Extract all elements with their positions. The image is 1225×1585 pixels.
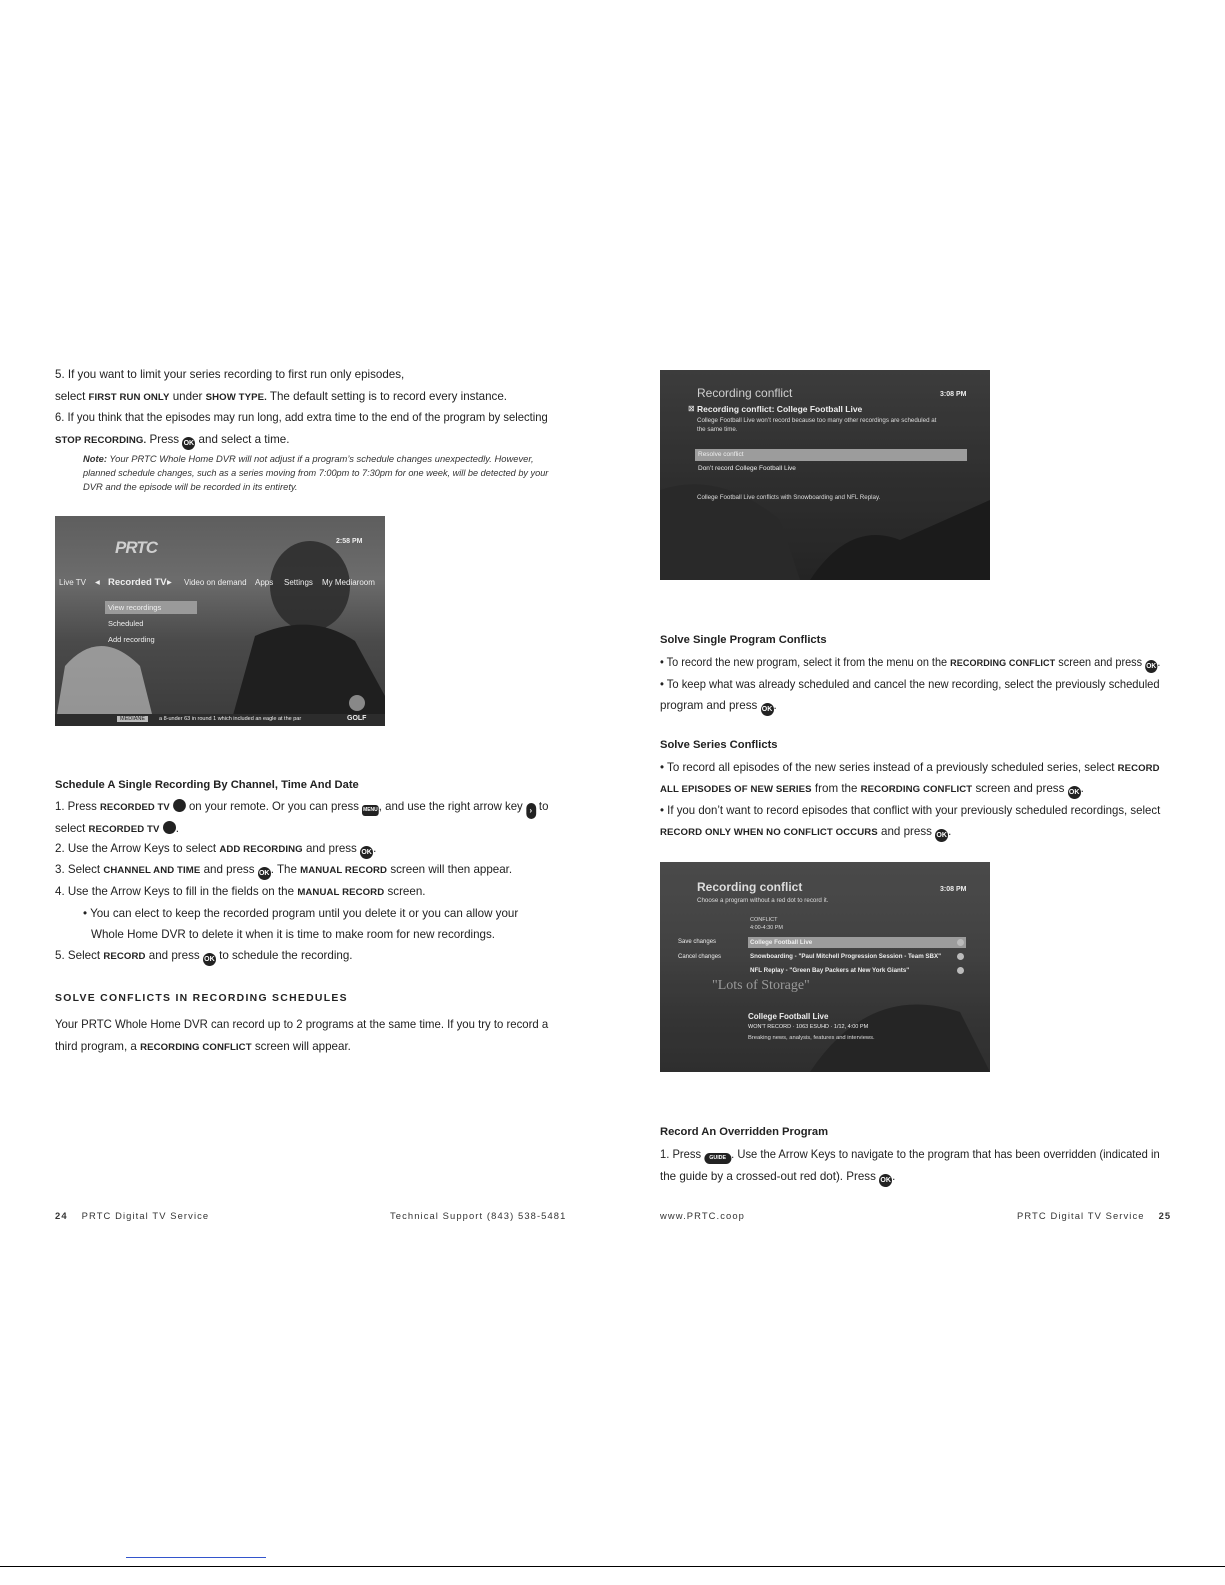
conflict-item-2[interactable]: Snowboarding - "Paul Mitchell Progression Session - Team SBX" xyxy=(750,953,942,960)
link-underline xyxy=(126,1557,266,1558)
ok-button-icon: OK xyxy=(203,953,216,966)
nav-recorded-tv[interactable]: Recorded TV xyxy=(108,577,167,588)
note-line-1: Note: Your PRTC Whole Home DVR will not adjust if a program’s schedule changes unexpectedly. However, xyxy=(83,453,534,464)
schedule-step-4: 4. Use the Arrow Keys to fill in the fields on the MANUAL RECORD screen. xyxy=(55,885,426,898)
cancel-changes-option[interactable]: Cancel changes xyxy=(678,954,722,960)
single-conflicts-line-2: • To keep what was already scheduled and cancel the new recording, select the previously scheduled xyxy=(660,678,1160,691)
news-ticker: a 8-under 63 in round 1 which included an eagle at the par xyxy=(159,716,302,722)
nav-apps[interactable]: Apps xyxy=(255,578,274,587)
schedule-step-1-cont: select RECORDED TV . xyxy=(55,822,179,835)
schedule-step-4-bullet: • You can elect to keep the recorded program until you delete it or you can allow your xyxy=(83,907,519,920)
right-page-number: 25 xyxy=(1158,1210,1172,1221)
conflict-item-1[interactable]: College Football Live xyxy=(750,939,813,946)
right-arrow-key-icon: › xyxy=(526,803,536,819)
ok-button-icon: OK xyxy=(182,437,195,450)
golf-brand: GOLF xyxy=(347,715,367,722)
note-line-2: planned schedule changes, such as a series moving from 7:00pm to 7:30pm for one week, will be detected by your xyxy=(83,467,549,478)
intro-line-3: 6. If you think that the episodes may run long, add extra time to the end of the program by selecting xyxy=(55,411,548,424)
ok-button-icon: OK xyxy=(360,846,373,859)
ok-button-icon: OK xyxy=(879,1174,892,1187)
right-footer-title: PRTC Digital TV Service 25 xyxy=(1017,1210,1172,1221)
program-info: WON'T RECORD · 1063 ESUHD · 1/12, 4:00 PM xyxy=(748,1024,869,1030)
right-page xyxy=(612,0,1225,1585)
recorded-tv-button-icon xyxy=(173,799,186,812)
single-conflicts-line-1: • To record the new program, select it from the menu on the RECORDING CONFLICT screen and press OK. xyxy=(660,656,1160,673)
series-conflicts-heading: Solve Series Conflicts xyxy=(660,739,778,751)
single-conflicts-heading: Solve Single Program Conflicts xyxy=(660,634,827,646)
menu-button-icon: MENU xyxy=(362,805,379,816)
right-footer-url: www.PRTC.coop xyxy=(660,1210,745,1221)
left-page-number: 24 xyxy=(55,1210,68,1221)
intro-line-1: 5. If you want to limit your series recording to first run only episodes, xyxy=(55,368,405,381)
recorded-tv-button-icon xyxy=(163,821,176,834)
ok-button-icon: OK xyxy=(258,867,271,880)
conflict-time: 4:00-4:30 PM xyxy=(750,925,784,931)
ok-button-icon: OK xyxy=(761,703,774,716)
conflict-desc-2: the same time. xyxy=(697,426,738,433)
series-conflicts-line-1: • To record all episodes of the new series instead of a previously scheduled series, select RECORD xyxy=(660,761,1160,774)
nav-arrow-left-icon[interactable]: ◂ xyxy=(95,577,100,588)
no-record-icon: ⊠ xyxy=(688,404,695,413)
record-dot-icon xyxy=(957,939,964,946)
schedule-step-3: 3. Select CHANNEL AND TIME and press OK. The MANUAL RECORD screen will then appear. xyxy=(55,863,512,880)
nav-video-on-demand[interactable]: Video on demand xyxy=(184,578,247,587)
ticker-tag: MEDIANE xyxy=(117,716,148,722)
conflict-footer-text: College Football Live conflicts with Snowboarding and NFL Replay. xyxy=(697,494,881,501)
record-dot-icon xyxy=(957,967,964,974)
single-conflicts-line-3: program and press OK. xyxy=(660,699,777,716)
nav-arrow-right-icon[interactable]: ▸ xyxy=(167,577,172,588)
ok-button-icon: OK xyxy=(1145,660,1157,673)
conflict-label: CONFLICT xyxy=(750,917,778,923)
conflicts-line-2: third program, a RECORDING CONFLICT screen will appear. xyxy=(55,1040,351,1053)
prtc-logo: PRTC xyxy=(115,538,157,557)
menu-view-recordings[interactable]: View recordings xyxy=(108,603,162,612)
recorded-tv-menu-screenshot xyxy=(55,516,385,726)
left-footer-title: 24 PRTC Digital TV Service xyxy=(55,1210,210,1221)
conflict-clock: 3:08 PM xyxy=(940,391,967,398)
override-line-1: 1. Press GUIDE . Use the Arrow Keys to navigate to the program that has been overridden (indicated in xyxy=(660,1148,1160,1164)
program-description: Breaking news, analysis, features and interviews. xyxy=(748,1035,875,1041)
menu-add-recording[interactable]: Add recording xyxy=(108,635,155,644)
schedule-heading: Schedule A Single Recording By Channel, Time And Date xyxy=(55,779,359,791)
ok-button-icon: OK xyxy=(1068,786,1081,799)
dont-record-option[interactable]: Don’t record College Football Live xyxy=(698,465,796,472)
series-conflict-subtitle: Choose a program without a red dot to record it. xyxy=(697,897,829,904)
conflict-desc-1: College Football Live won’t record because too many other recordings are scheduled at xyxy=(697,417,937,424)
series-conflict-screenshot xyxy=(660,862,990,1072)
left-footer-support: Technical Support (843) 538-5481 xyxy=(390,1210,567,1221)
menu-scheduled[interactable]: Scheduled xyxy=(108,619,144,628)
conflicts-line-1: Your PRTC Whole Home DVR can record up to 2 programs at the same time. If you try to record a xyxy=(55,1018,549,1031)
schedule-step-4-bullet-cont: Whole Home DVR to delete it when it is time to make room for new recordings. xyxy=(91,928,496,941)
program-title: College Football Live xyxy=(748,1012,829,1021)
recording-conflict-screenshot xyxy=(660,370,990,580)
record-dot-icon xyxy=(957,953,964,960)
conflict-item-3[interactable]: NFL Replay - "Green Bay Packers at New York Giants" xyxy=(750,967,910,974)
nav-my-mediaroom[interactable]: My Mediaroom xyxy=(322,578,375,587)
override-line-2: the guide by a crossed-out red dot). Press OK. xyxy=(660,1170,895,1187)
background-tagline: "Lots of Storage" xyxy=(712,978,810,993)
conflict-subtitle: Recording conflict: College Football Live xyxy=(697,404,863,414)
save-changes-option[interactable]: Save changes xyxy=(678,939,717,945)
schedule-step-2: 2. Use the Arrow Keys to select ADD RECORDING and press OK. xyxy=(55,842,376,859)
resolve-conflict-option[interactable]: Resolve conflict xyxy=(698,451,744,458)
schedule-step-5: 5. Select RECORD and press OK to schedule the recording. xyxy=(55,949,353,966)
series-conflict-clock: 3:08 PM xyxy=(940,886,967,893)
schedule-step-1: 1. Press RECORDED TV on your remote. Or you can press MENU, and use the right arrow key › to xyxy=(55,799,548,819)
series-conflicts-line-4: RECORD ONLY WHEN NO CONFLICT OCCURS and press OK. xyxy=(660,825,951,842)
nav-settings[interactable]: Settings xyxy=(284,578,313,587)
series-conflict-title: Recording conflict xyxy=(697,880,803,894)
intro-line-4: STOP RECORDING. Press OK and select a time. xyxy=(55,433,289,450)
intro-line-2: select FIRST RUN ONLY under SHOW TYPE. The default setting is to record every instance. xyxy=(55,390,508,403)
bottom-rule xyxy=(0,1566,1225,1567)
conflicts-section-heading: SOLVE CONFLICTS IN RECORDING SCHEDULES xyxy=(55,993,348,1004)
override-heading: Record An Overridden Program xyxy=(660,1126,829,1138)
note-line-3: DVR and the episode will be recorded in its entirety. xyxy=(83,481,298,492)
series-conflicts-line-3: • If you don’t want to record episodes that conflict with your previously scheduled recordings, select xyxy=(660,804,1161,817)
guide-button-icon: GUIDE xyxy=(704,1153,731,1164)
left-page xyxy=(0,0,612,1585)
ok-button-icon: OK xyxy=(935,829,948,842)
nav-live-tv[interactable]: Live TV xyxy=(59,578,86,587)
clock: 2:58 PM xyxy=(336,538,363,545)
series-conflicts-line-2: ALL EPISODES OF NEW SERIES from the RECORDING CONFLICT screen and press OK. xyxy=(660,782,1084,799)
conflict-title: Recording conflict xyxy=(697,386,793,400)
